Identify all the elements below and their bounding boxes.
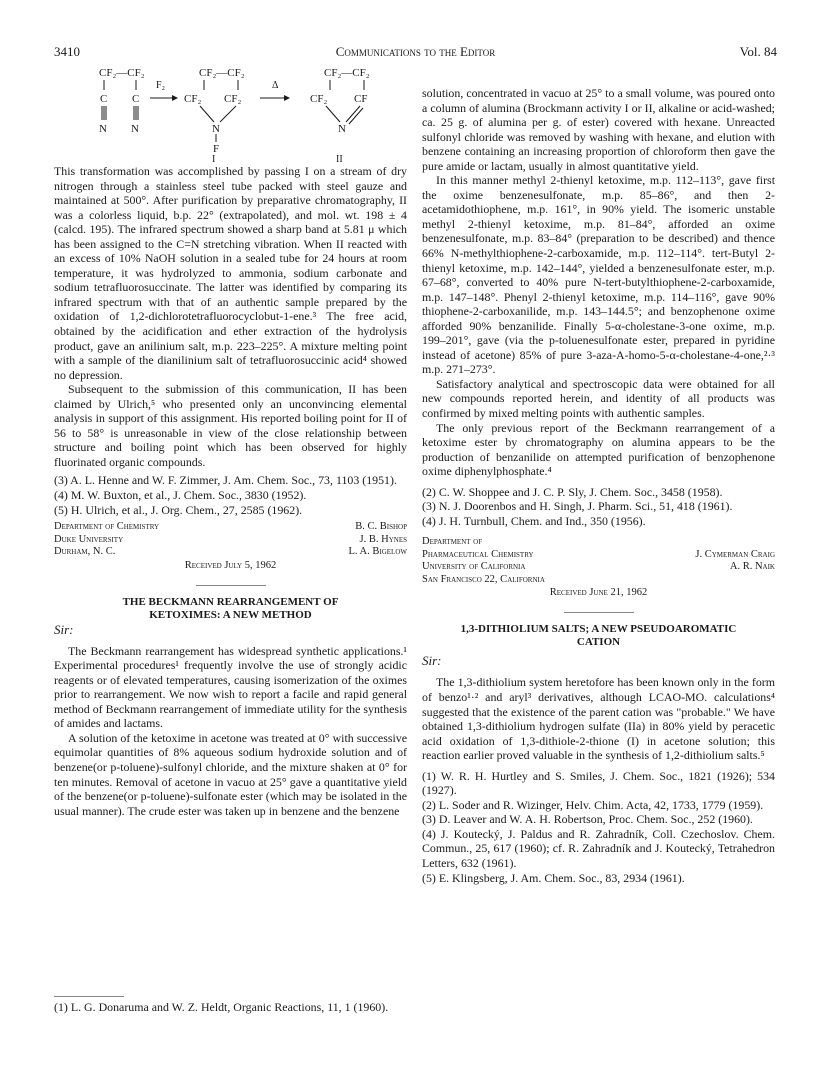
received-date: Received June 21, 1962 [549, 587, 648, 599]
article-title: KETOXIMES: A NEW METHOD [149, 608, 312, 621]
article-title: CATION [576, 636, 621, 649]
page-number: 3410 [54, 44, 80, 59]
salutation: Sir: [422, 653, 442, 669]
ring-label-left: CF₂—CF₂ [99, 67, 145, 79]
atom-n-3: N [212, 123, 220, 135]
footnote: (1) L. G. Donaruma and W. Z. Heldt, Organic Reactions, 11, 1 (1960). [54, 1000, 389, 1014]
atom-n-2: N [131, 123, 139, 135]
compound-i-label: I [212, 154, 216, 162]
reagent-f2: F₂ [156, 80, 166, 91]
atom-cf: CF [354, 93, 368, 105]
paragraph: A solution of the ketoxime in acetone was treated at 0° with successive equimolar quantities of 8% aqueous sodium hydroxide solution and of benzene(or p-toluene)-sulfonyl chloride, and the mixture shaken at 0° for ten minutes. Removal of acetone in vacuo at 25° gave a quantitative yield of the benzene(or p-toluene)-sulfonate ester (which may be isolated in the usual manner). The crude ester was taken up in benzene and the benzene [54, 730, 407, 818]
address-row: Department of Chemistry B. C. Bishop [54, 521, 407, 533]
paragraph: The Beckmann rearrangement has widespread synthetic applications.¹ Experimental procedures¹ frequently involve the use of strongly acidic reagents or of elevated temperatures, causing isomerization of the oximes prior to rearrangement. We now wish to report a facile and rapid general method of Beckmann rearrangement of immediate utility for the synthesis of amides and lactams. [54, 643, 407, 731]
address-row: Duke University J. B. Hynes [54, 533, 407, 545]
address-row: San Francisco 22, California [422, 573, 545, 585]
heat-symbol: Δ [272, 80, 279, 91]
footnote: (4) J. Koutecký, J. Paldus and R. Zahradník, Coll. Czechoslov. Chem. Commun., 25, 617 (1960); cf. R. Zahradník and J. Koutecký, Tetrahedron Letters, 632 (1961). [422, 826, 775, 870]
atom-cf2-2: CF₂ [224, 93, 242, 105]
atom-c-2: C [132, 93, 140, 105]
paragraph: Subsequent to the submission of this communication, II has been claimed by Ulrich,⁵ who presented only an unconvincing elemental analysis in support of this assignment. His reported boiling point for II of 56 to 58° is unreasonable in view of the close relationship between structure and boiling point which has been observed for highly fluorinated organic compounds. [54, 382, 407, 469]
footnote: (5) H. Ulrich, et al., J. Org. Chem., 27, 2585 (1962). [54, 502, 303, 517]
footnote: (3) N. J. Doorenbos and H. Singh, J. Pharm. Sci., 51, 418 (1961). [422, 499, 733, 514]
atom-cf2-3: CF₂ [310, 93, 328, 105]
salutation: Sir: [54, 621, 74, 637]
article-title: 1,3-DITHIOLIUM SALTS; A NEW PSEUDOAROMATIC [460, 623, 737, 636]
address-row: Durham, N. C. L. A. Bigelow [54, 546, 407, 558]
paragraph: solution, concentrated in vacuo at 25° to a small volume, was poured onto a column of alumina (Brockmann activity I or II, alkaline or acid-washed; ca. 25 g. of alumina per g. of ester) covered with hexane. Unreacted sulfonyl chloride was removed by washing with hexane, and elution with benzene containing an increasing proportion of chloroform then gave the pure amide or lactam, usually in almost quantitative yield. [422, 86, 775, 173]
ring-label-right: CF₂—CF₂ [324, 67, 370, 79]
footnote: (4) M. W. Buxton, et al., J. Chem. Soc., 3830 (1952). [54, 488, 307, 503]
footnote: (1) W. R. H. Hurtley and S. Smiles, J. Chem. Soc., 1821 (1926); 534 (1927). [422, 768, 775, 798]
atom-f: F [213, 143, 220, 155]
paragraph: Satisfactory analytical and spectroscopic data were obtained for all new compounds reported herein, and identity of all products was confirmed by mixed melting points with authentic samples. [422, 376, 775, 421]
footnote: (3) D. Leaver and W. A. H. Robertson, Proc. Chem. Soc., 252 (1960). [422, 812, 753, 827]
atom-cf2-1: CF₂ [184, 93, 202, 105]
article-title: THE BECKMANN REARRANGEMENT OF [122, 595, 339, 608]
paragraph: The only previous report of the Beckmann rearrangement of a ketoxime ester by chromatography on alumina appears to be the production of benzanilide on attempted purification of benzophenone oxime diphenylphosphate.⁴ [422, 420, 775, 479]
footnote: (2) L. Soder and R. Wizinger, Helv. Chim. Acta, 42, 1733, 1779 (1959). [422, 797, 764, 812]
received-date: Received July 5, 1962 [184, 559, 277, 571]
footnote: (3) A. L. Henne and W. F. Zimmer, J. Am. Chem. Soc., 73, 1103 (1951). [54, 473, 397, 488]
footnote: (5) E. Klingsberg, J. Am. Chem. Soc., 83, 2934 (1961). [422, 870, 685, 885]
address-row: Department of [422, 536, 483, 548]
paragraph: In this manner methyl 2-thienyl ketoxime, m.p. 112–113°, gave first the oxime benzenesulfonate, m.p. 85–86°, and then 2-acetamidothiophene, m.p. 161°, in 90% yield. The isomeric unstable methyl 2-thienyl ketoxime, m.p. 81–84°, afforded an oxime benzenesulfonate, m.p. 83–84° (preparation to be described) and thence 66% N-methylthiophene-2-carboxamide, m.p. 112–114°. tert-Butyl 2-thienyl ketoxime, m.p. 142–144°, yielded a benzenesulfonate ester, m.p. 67–68°, converted to 40% pure N-tert-butylthiophene-2-carboxamide, m.p. 147–148°. Phenyl 2-thienyl ketoxime, m.p. 114–116°, gave 90% thiophene-2-carboxanilide, m.p. 143–144.5°; and benzophenone oxime afforded 90% benzanilide. Finally 5-α-cholestane-3-one oxime, m.p. 199–201°, gave (via the p-toluenesulfonate ester, prepared in pyridine instead of acetone) 85% of pure 3-aza-A-homo-5-α-cholestane-4-one,²·³ m.p. 271–273°. [422, 173, 775, 377]
compound-ii-label: II [336, 154, 343, 162]
footnote: (4) J. H. Turnbull, Chem. and Ind., 350 (1956). [422, 513, 646, 528]
ring-label-mid: CF₂—CF₂ [199, 67, 245, 79]
reaction-scheme [54, 62, 407, 162]
volume-label: Vol. 84 [739, 44, 777, 59]
atom-n-1: N [99, 123, 107, 135]
address-row: University of California A. R. Naik [422, 561, 775, 573]
paragraph: This transformation was accomplished by passing I on a stream of dry nitrogen through a stainless steel tube packed with steel gauze and maintained at 500°. After purification by preparative chromatography, II was a colorless liquid, b.p. 22° (extrapolated), and mol. wt. 198 ± 4 (calcd. 195). The infrared spectrum showed a sharp band at 5.81 μ which has been assigned to the C=N stretching vibration. When II reacted with an excess of 10% NaOH solution in a sealed tube for 24 hours at room temperature, it was hydrolyzed to ammonia, sodium carbonate and sodium tetrafluorosuccinate. The latter was identified by comparing its infrared spectrum with that of an authentic sample prepared by the oxidation of 1,2-dichlorotetrafluorocyclobut-1-ene.³ The free acid, obtained by the acidification and ether extraction of the hydrolysis product, gave an anilinium salt, m.p. 223–225°. A mixture melting point with a sample of the dianilinium salt of tetrafluorosuccinic acid⁴ showed no depression. [54, 164, 407, 382]
running-head: Communications to the Editor [335, 44, 496, 59]
paragraph: The 1,3-dithiolium system heretofore has been known only in the form of benzo¹·² and aryl³ derivatives, although LCAO-MO. calculations⁴ suggested that the existence of the parent cation was "probable." We have obtained 1,3-dithiolium hydrogen sulfate (IIa) in 80% yield by peracetic acid oxidation of 1,3-dithiole-2-thione (I) in acetone solution; this reaction earlier proved valuable in the synthesis of 1,2-dithiolium salts.⁵ [422, 675, 775, 763]
address-row: Pharmaceutical Chemistry J. Cymerman Craig [422, 548, 775, 560]
footnote: (2) C. W. Shoppee and J. C. P. Sly, J. Chem. Soc., 3458 (1958). [422, 484, 723, 499]
atom-n-4: N [338, 123, 346, 135]
atom-c-1: C [100, 93, 108, 105]
